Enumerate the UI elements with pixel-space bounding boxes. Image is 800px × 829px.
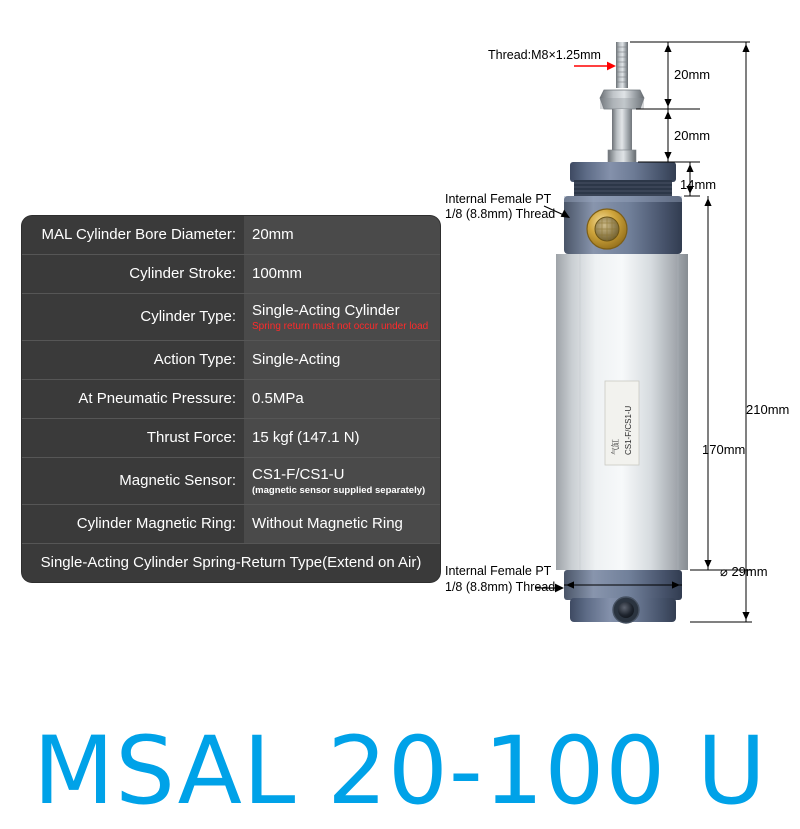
spec-value-text: CS1-F/CS1-U <box>252 466 345 483</box>
spec-label: Action Type: <box>22 341 244 379</box>
dimension-170mm: 170mm <box>702 442 746 457</box>
spec-value-text: Single-Acting <box>252 351 341 368</box>
dimension-diameter: ⌀ 29mm <box>720 564 768 579</box>
barrel-label <box>605 381 639 465</box>
svg-text:气缸: 气缸 <box>611 439 620 455</box>
specification-table <box>22 216 440 582</box>
spec-label: Cylinder Stroke: <box>22 255 244 293</box>
spec-value <box>244 341 440 379</box>
port-block-highlight <box>564 196 682 202</box>
table-row <box>22 341 440 380</box>
spec-label: Magnetic Sensor: <box>22 458 244 504</box>
spec-value <box>244 294 440 340</box>
table-row <box>22 505 440 544</box>
dimension-210mm: 210mm <box>746 402 790 417</box>
nut-shadow <box>600 98 644 109</box>
top-end-cap <box>570 162 676 182</box>
cap-thread-ring <box>574 180 672 196</box>
port-hole-bottom <box>618 602 634 618</box>
spec-value <box>244 419 440 457</box>
table-row <box>22 216 440 255</box>
spec-value <box>244 505 440 543</box>
thread-callout-label: Thread:M8×1.25mm <box>488 48 601 62</box>
bottom-port-callout-line1: Internal Female PT <box>445 564 552 578</box>
dimension-20mm-top: 20mm <box>674 67 711 82</box>
top-port-callout-line1: Internal Female PT <box>445 192 552 206</box>
spec-value <box>244 458 440 504</box>
page-title: MSAL 20-100 U <box>33 717 767 826</box>
top-port-callout-line2: 1/8 (8.8mm) Thread <box>445 207 556 221</box>
spec-value <box>244 380 440 418</box>
spec-label: Cylinder Type: <box>22 294 244 340</box>
table-row <box>22 419 440 458</box>
spec-label: Thrust Force: <box>22 419 244 457</box>
rod-gland <box>608 150 636 164</box>
table-footer: Single-Acting Cylinder Spring-Return Type(Extend on Air) <box>22 544 440 582</box>
cylinder-product-drawing <box>440 10 800 660</box>
bottom-port-callout-line2: 1/8 (8.8mm) Thread <box>445 580 556 594</box>
svg-text:CS1-F/CS1-U: CS1-F/CS1-U <box>624 405 633 455</box>
spec-value-warning: Spring return must not occur under load <box>252 321 429 332</box>
spec-value-text: Without Magnetic Ring <box>252 515 403 532</box>
spec-value-text: Single-Acting Cylinder <box>252 302 400 319</box>
spec-value-text: 15 kgf (147.1 N) <box>252 429 360 446</box>
cylinder-svg <box>440 10 800 660</box>
table-row <box>22 458 440 505</box>
spec-value <box>244 216 440 254</box>
rod-thread-stud <box>616 42 628 88</box>
spec-value-text: 20mm <box>252 226 294 243</box>
spec-value-text: 0.5MPa <box>252 390 304 407</box>
spec-value-note: (magnetic sensor supplied separately) <box>252 485 426 496</box>
table-row <box>22 294 440 341</box>
spec-value <box>244 255 440 293</box>
dimension-20mm-rod: 20mm <box>674 128 711 143</box>
table-row <box>22 380 440 419</box>
spec-value-text: 100mm <box>252 265 303 282</box>
spec-label: Cylinder Magnetic Ring: <box>22 505 244 543</box>
spec-label: MAL Cylinder Bore Diameter: <box>22 216 244 254</box>
table-row <box>22 255 440 294</box>
dimension-14mm: 14mm <box>680 177 717 192</box>
spec-label: At Pneumatic Pressure: <box>22 380 244 418</box>
